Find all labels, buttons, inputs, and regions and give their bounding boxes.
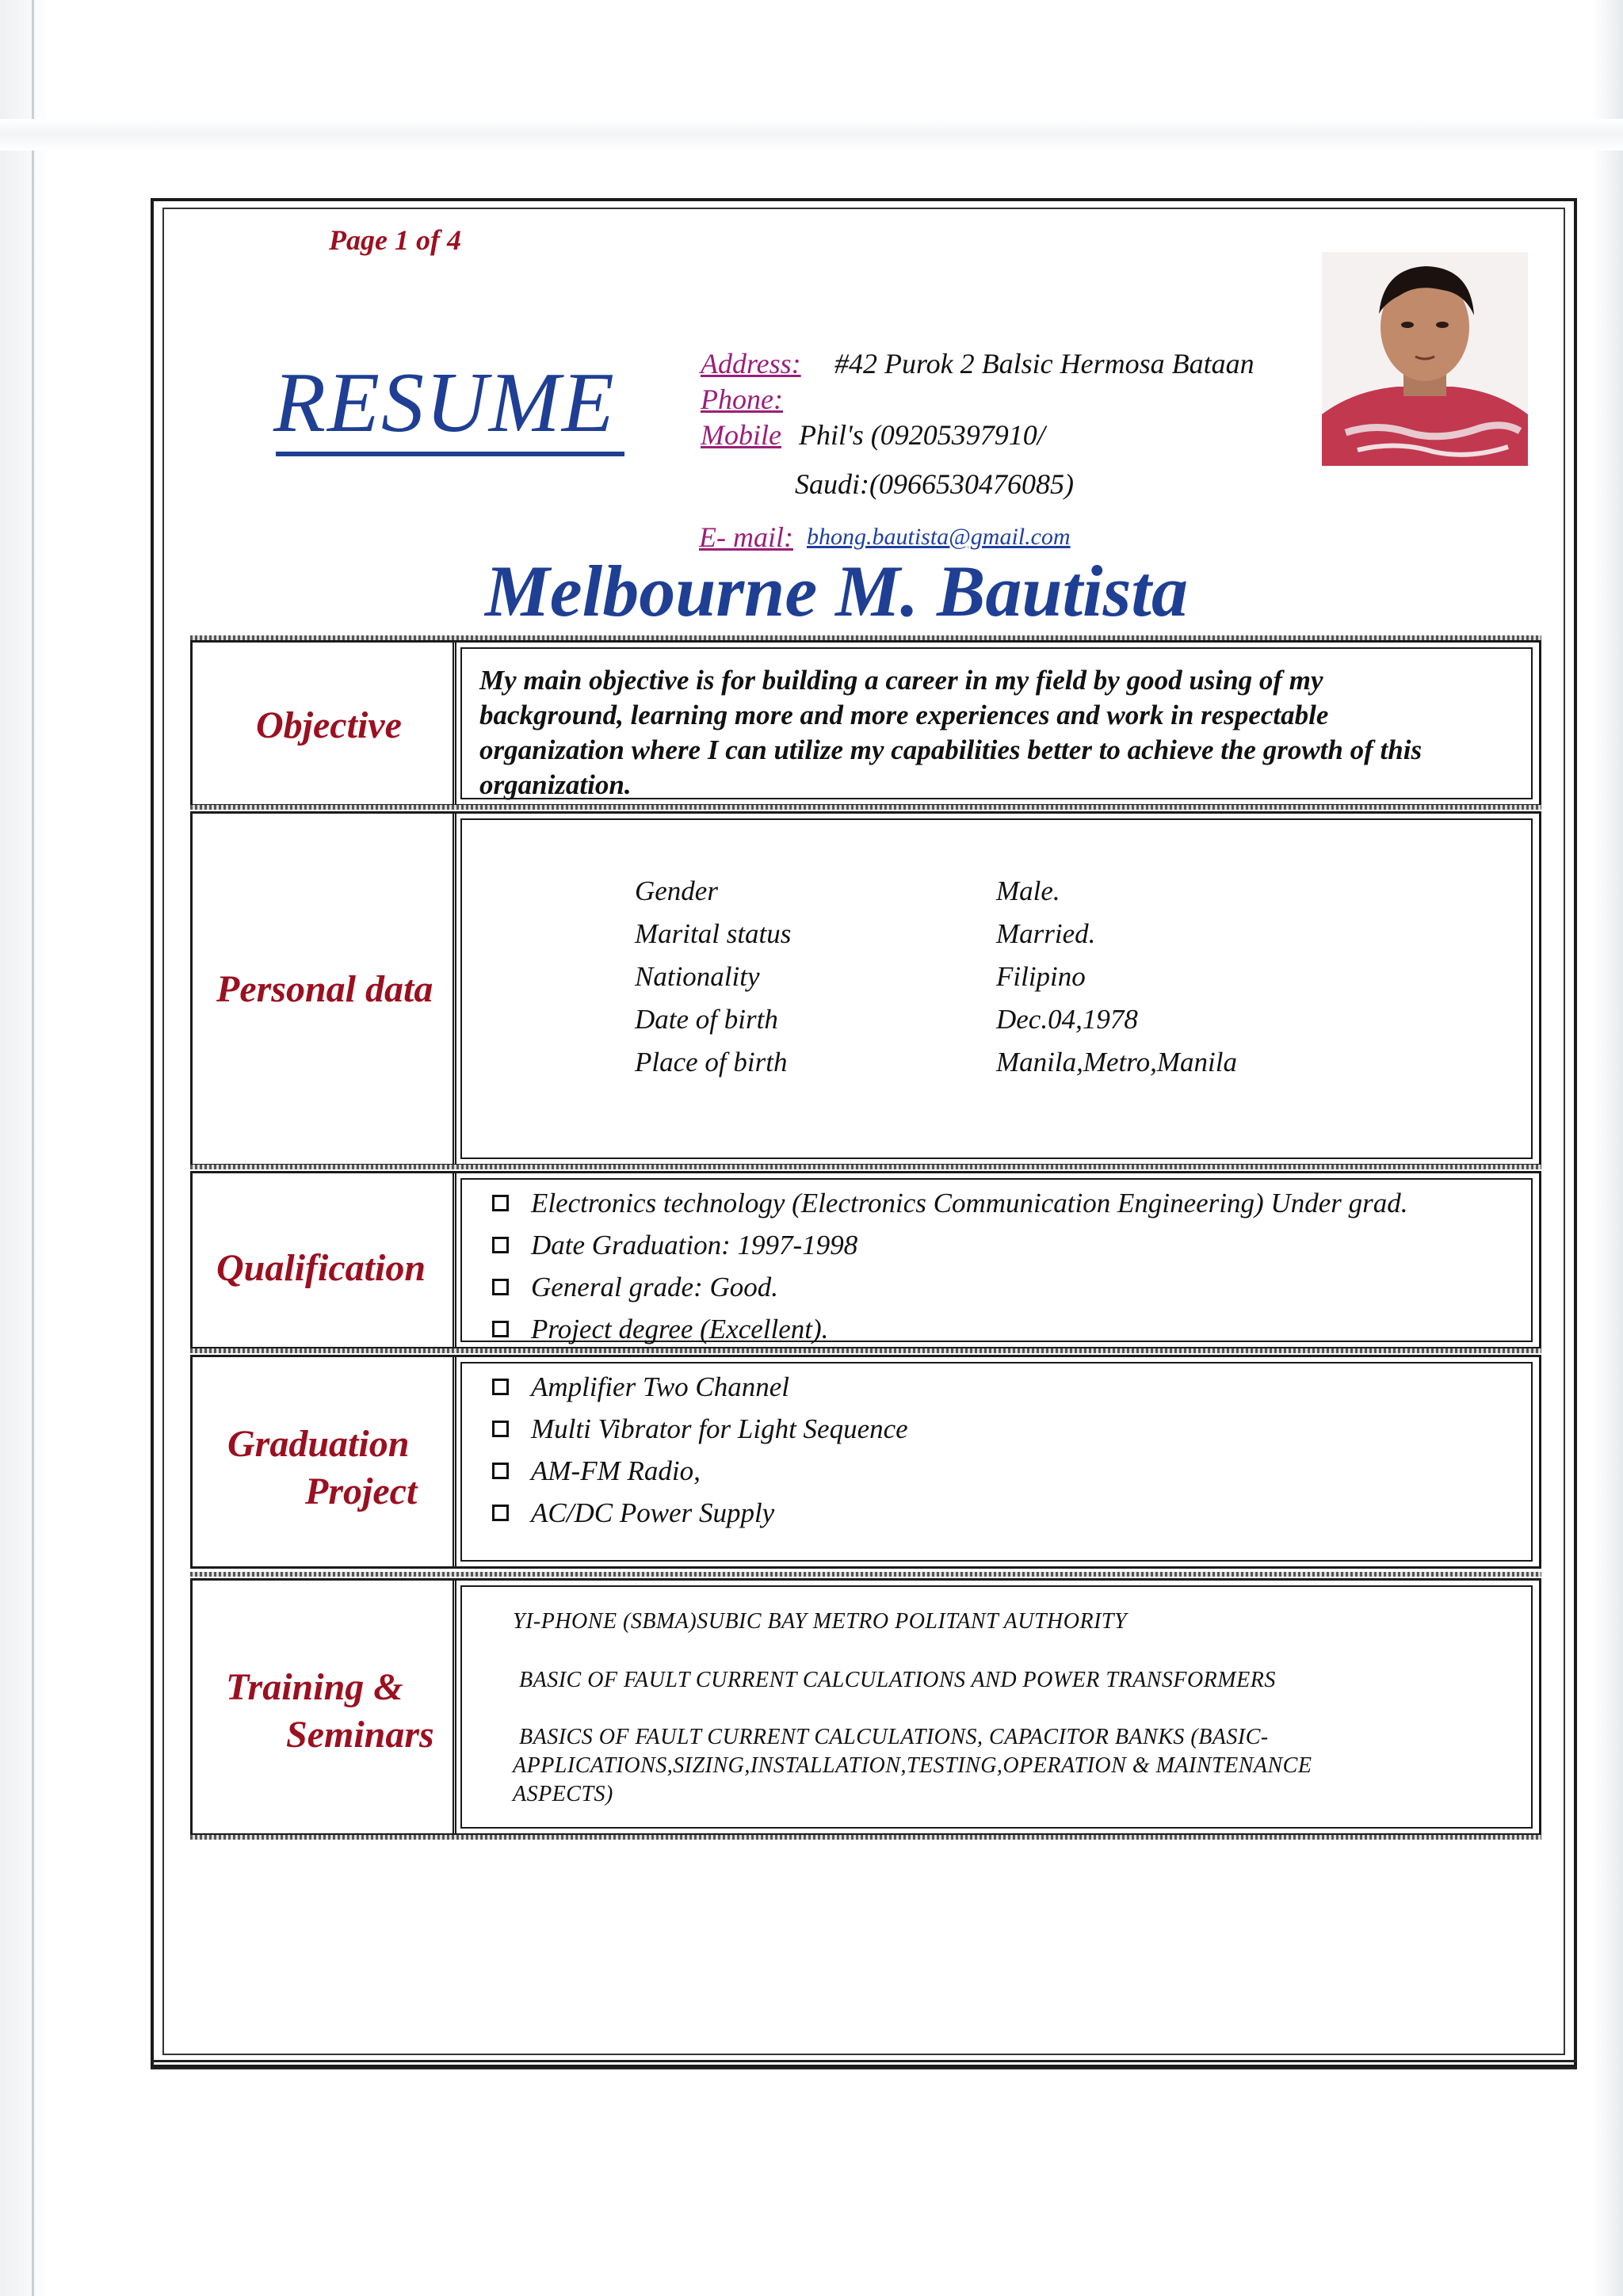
objective-text (479, 663, 1507, 803)
qualification-item: Project degree (Excellent). (492, 1314, 828, 1345)
address-label: Address: (701, 348, 801, 379)
phone-label: Phone: (701, 383, 783, 415)
objective-line: organization where I can utilize my capabilities better to achieve the growth of this (479, 734, 1423, 765)
objective-line: organization. (479, 769, 632, 800)
address-value: #42 Purok 2 Balsic Hermosa Bataan (834, 348, 1254, 379)
full-name: Melbourne M. Bautista (485, 551, 1188, 631)
profile-photo-image (1322, 252, 1528, 466)
training-content (460, 1585, 1533, 1829)
section-label-personal-data: Personal data (216, 968, 433, 1010)
personal-value-gender: Male. (996, 875, 1060, 906)
project-item: Amplifier Two Channel (492, 1371, 789, 1403)
training-item: BASIC OF FAULT CURRENT CALCULATIONS AND POWER TRANSFORMERS (519, 1668, 1276, 1692)
training-item-continued: APPLICATIONS,SIZING,INSTALLATION,TESTING,OPERATION & MAINTENANCE (513, 1753, 1312, 1778)
personal-field-marital-status: Marital status (635, 918, 792, 949)
section-label-objective: Objective (256, 704, 402, 746)
personal-field-date-of-birth: Date of birth (635, 1004, 778, 1035)
checkbox-bullet-icon (492, 1379, 509, 1395)
scan-line-left (32, 0, 34, 2296)
checkbox-bullet-icon (492, 1279, 509, 1295)
personal-value-marital-status: Married. (996, 918, 1096, 949)
section-label-training: Training & (226, 1666, 403, 1708)
section-label-project: Project (305, 1470, 418, 1512)
scan-band-top (0, 119, 1623, 151)
project-item: AC/DC Power Supply (492, 1497, 774, 1529)
profile-photo (1322, 252, 1528, 466)
training-item-continued: ASPECTS) (513, 1782, 613, 1806)
section-label-seminars: Seminars (286, 1714, 434, 1756)
resume-title-underline (276, 452, 624, 456)
page-number: Page 1 of 4 (329, 224, 461, 256)
personal-field-gender: Gender (635, 875, 718, 906)
section-personal-data (190, 811, 1541, 1166)
email-label: E- mail: (699, 521, 793, 553)
objective-line: background, learning more and more experiences and work in respectable (479, 700, 1329, 730)
page-border-bottom (151, 2060, 1577, 2069)
checkbox-bullet-icon (492, 1321, 509, 1337)
resume-title: RESUME (273, 356, 616, 450)
checkbox-bullet-icon (492, 1195, 509, 1211)
email-link[interactable]: bhong.bautista@gmail.com (807, 524, 1071, 550)
section-label-graduation: Graduation (227, 1423, 410, 1465)
personal-field-nationality: Nationality (635, 961, 760, 992)
qualification-content (460, 1178, 1533, 1342)
objective-line: My main objective is for building a career in my field by good using of my (479, 665, 1323, 696)
mobile-value-saudi: Saudi:(0966530476085) (795, 468, 1074, 500)
personal-value-place-of-birth: Manila,Metro,Manila (996, 1047, 1237, 1077)
divider-hatch (190, 805, 1541, 810)
personal-data-content (460, 818, 1533, 1159)
mobile-value: Phil's (09205397910/ (799, 419, 1045, 451)
qualification-item: Date Graduation: 1997-1998 (492, 1230, 857, 1261)
personal-value-date-of-birth: Dec.04,1978 (996, 1004, 1138, 1035)
divider-hatch (190, 1348, 1541, 1353)
personal-value-nationality: Filipino (996, 961, 1086, 992)
section-label-qualification: Qualification (216, 1247, 426, 1289)
graduation-project-content (460, 1362, 1533, 1562)
section-graduation-project (190, 1355, 1541, 1569)
divider-hatch (190, 635, 1541, 640)
checkbox-bullet-icon (492, 1237, 509, 1253)
training-item: BASICS OF FAULT CURRENT CALCULATIONS, CAPACITOR BANKS (BASIC- (519, 1725, 1269, 1749)
qualification-item: General grade: Good. (492, 1272, 778, 1303)
scan-shadow-left (0, 0, 51, 2296)
section-objective (190, 640, 1541, 807)
checkbox-bullet-icon (492, 1463, 509, 1479)
section-qualification (190, 1171, 1541, 1349)
section-training-seminars (190, 1578, 1541, 1836)
divider-hatch (190, 1835, 1541, 1840)
qualification-item: Electronics technology (Electronics Communication Engineering) Under grad. (492, 1188, 1407, 1219)
divider-hatch (190, 1572, 1541, 1577)
mobile-label: Mobile (701, 419, 781, 451)
checkbox-bullet-icon (492, 1421, 509, 1437)
checkbox-bullet-icon (492, 1505, 509, 1521)
personal-field-place-of-birth: Place of birth (635, 1047, 788, 1077)
project-item: Multi Vibrator for Light Sequence (492, 1413, 908, 1445)
project-item: AM-FM Radio, (492, 1455, 701, 1487)
objective-content (460, 647, 1533, 799)
divider-hatch (190, 1165, 1541, 1169)
scan-shadow-right (1591, 0, 1623, 2296)
training-item: YI-PHONE (SBMA)SUBIC BAY METRO POLITANT AUTHORITY (513, 1609, 1128, 1634)
